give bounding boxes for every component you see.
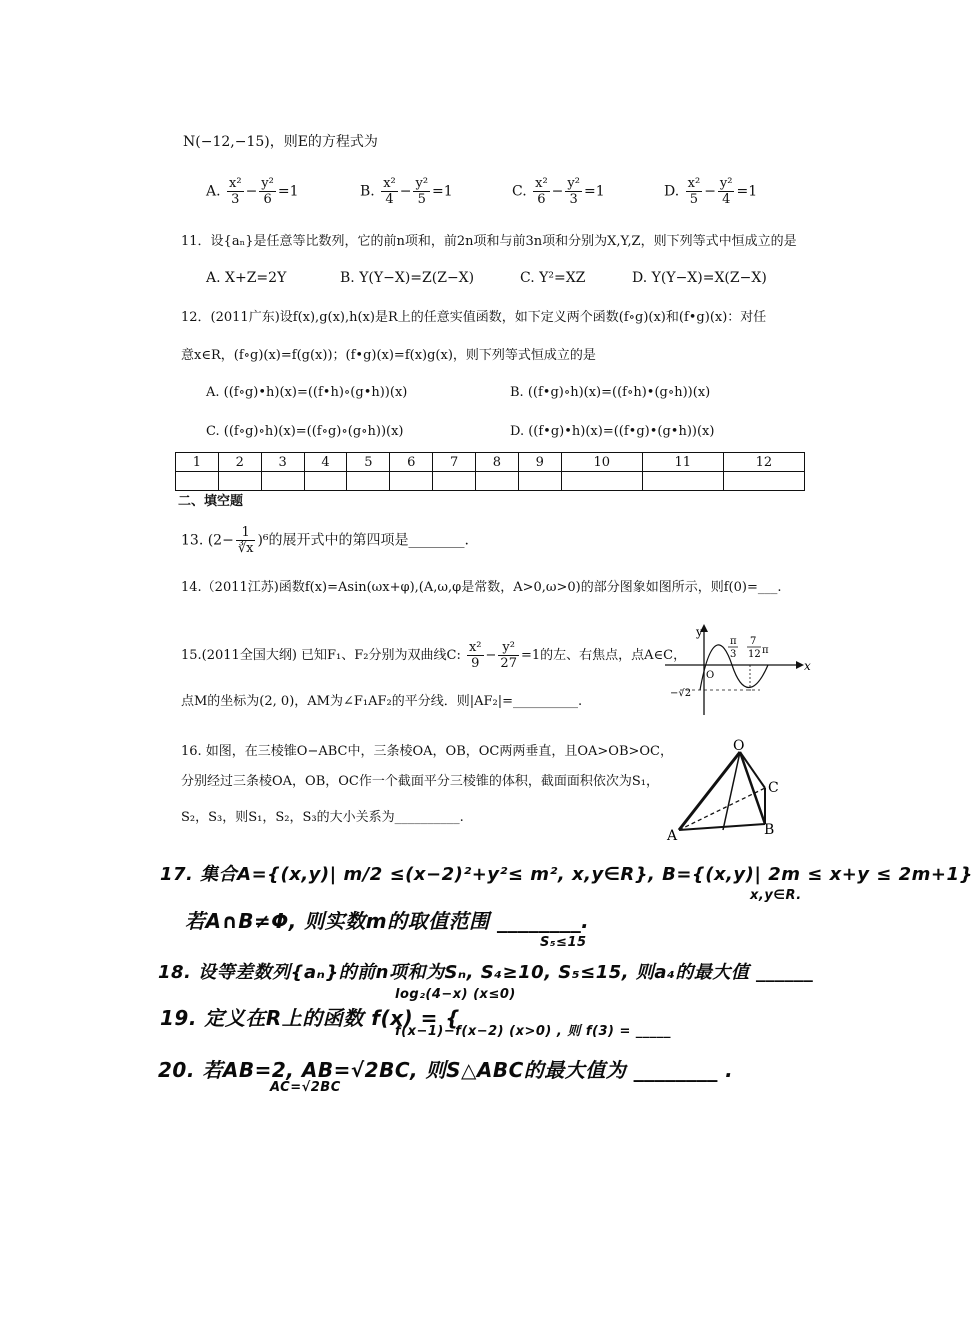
x-axis-arrow	[796, 661, 804, 669]
answer-cell[interactable]	[561, 472, 642, 491]
answer-col-10: 10	[561, 453, 642, 472]
q12-option-c: C. ((f∘g)∘h)(x)=((f∘g)∘(g∘h))(x)	[206, 424, 404, 439]
q12-option-d: D. ((f•g)•h)(x)=((f•g)•(g•h))(x)	[510, 424, 715, 439]
vertex-C-label: C	[768, 780, 779, 796]
edge-OC	[740, 752, 765, 788]
handwritten-q17-sub: x,y∈R.	[750, 888, 802, 903]
handwritten-q18-note: S₅≤15	[540, 935, 587, 950]
q16-line2: 分别经过三条棱OA，OB，OC作一个截面平分三棱锥的体积，截面面积依次为S₁，	[181, 774, 659, 789]
origin-label: O	[706, 670, 715, 681]
edge-AC-hidden	[679, 788, 765, 830]
answer-cell[interactable]	[642, 472, 723, 491]
handwritten-q20-sub: AC=√2BC	[270, 1080, 341, 1095]
q11-option-b: B. Y(Y−X)=Z(Z−X)	[340, 270, 475, 286]
answer-col-6: 6	[390, 453, 433, 472]
q12-option-a: A. ((f∘g)•h)(x)=((f•h)∘(g•h))(x)	[206, 385, 408, 400]
answer-col-2: 2	[218, 453, 261, 472]
q12-stem-line1: 12．(2011广东)设f(x),g(x),h(x)是R上的任意实值函数，如下定义两个函数(f∘g)(x)和(f•g)(x)：对任	[181, 310, 767, 325]
answer-cell[interactable]	[218, 472, 261, 491]
vertex-O-label: O	[733, 738, 745, 754]
tick-pi-denominator: 3	[730, 649, 737, 660]
handwritten-q19: 19. 定义在R上的函数 f(x) = {	[160, 1006, 461, 1030]
q15-line2: 点M的坐标为(2, 0)，AM为∠F₁AF₂的平分线．则|AF₂|=__________.	[181, 694, 583, 709]
answer-col-5: 5	[347, 453, 390, 472]
answer-col-1: 1	[176, 453, 219, 472]
answer-cell[interactable]	[723, 472, 804, 491]
tick-7-pi: π	[762, 645, 769, 656]
answer-col-9: 9	[518, 453, 561, 472]
sine-graph	[660, 620, 810, 720]
answer-col-7: 7	[433, 453, 476, 472]
x-axis-label: x	[804, 659, 811, 673]
tick-7-denominator: 12	[748, 649, 761, 660]
y-axis-label: y	[696, 625, 703, 639]
handwritten-q20: 20. 若AB=2, AB=√2BC, 则S△ABC的最大值为 ________ .	[158, 1058, 734, 1082]
vertex-A-label: A	[667, 828, 678, 844]
answer-cell[interactable]	[176, 472, 219, 491]
min-value-label: −√2	[670, 688, 692, 699]
handwritten-q17-line1: 17. 集合A={(x,y)| m/2 ≤(x−2)²+y²≤ m², x,y∈R}, B={(x,y)| 2m ≤ x+y ≤ 2m+1}	[160, 864, 973, 885]
edge-AB	[679, 824, 765, 830]
handwritten-q18: 18. 设等差数列{aₙ}的前n项和为Sₙ, S₄≥10, S₅≤15, 则a₄的最大值 ______	[158, 962, 814, 983]
answer-cell[interactable]	[347, 472, 390, 491]
answer-col-3: 3	[261, 453, 304, 472]
q11-option-d: D. Y(Y−X)=X(Z−X)	[632, 270, 767, 286]
answer-col-11: 11	[642, 453, 723, 472]
q10-option-c: C. $\frac{\text{x²}}{6}$ − $\frac{\text{y²}}{3}$ =1	[512, 176, 605, 207]
answer-cell[interactable]	[390, 472, 433, 491]
answer-cell[interactable]	[304, 472, 347, 491]
tick-pi-numerator: π	[730, 636, 737, 647]
q13: 13. (2− $\frac{1}{∛x}$ )⁶的展开式中的第四项是________.	[181, 525, 469, 556]
q11-option-c: C. Y²=XZ	[520, 270, 586, 286]
q10-option-b: B. $\frac{\text{x²}}{4}$ − $\frac{\text{y²}}{5}$ =1	[360, 176, 453, 207]
tick-7-numerator: 7	[750, 636, 757, 647]
q14: 14.（2011江苏)函数f(x)=Asin(ωx+φ),(A,ω,φ是常数，A>0,ω>0)的部分图象如图所示，则f(0)=___.	[181, 580, 782, 595]
q16-line1: 16. 如图，在三棱锥O−ABC中，三条棱OA，OB，OC两两垂直，且OA>OB>OC，	[181, 744, 673, 759]
answer-cell[interactable]	[476, 472, 519, 491]
tetrahedron-figure	[665, 738, 795, 850]
answer-cell[interactable]	[261, 472, 304, 491]
q16-line3: S₂，S₃，则S₁，S₂，S₃的大小关系为__________.	[181, 810, 464, 825]
q12-stem-line2: 意x∈R，(f∘g)(x)=f(g(x))；(f•g)(x)=f(x)g(x)，则下列等式恒成立的是	[181, 348, 596, 363]
q15-line1: 15.(2011全国大纲) 已知F₁、F₂分别为双曲线C: $\frac{\text{x²}}{9}$ − $\frac{\text{y²}}{27}$ =1的左、右焦点，点A∈C，	[181, 640, 687, 671]
q10-option-a: A. $\frac{\text{x²}}{3}$ − $\frac{\text{y²}}{6}$ =1	[206, 176, 299, 207]
q10-tail: N(−12,−15)，则E的方程式为	[183, 134, 378, 150]
handwritten-q19-bottom: f(x−1)−f(x−2) (x>0) , 则 f(3) = _____	[395, 1024, 671, 1039]
q11-option-a: A. X+Z=2Y	[206, 270, 287, 286]
handwritten-q19-top: log₂(4−x) (x≤0)	[395, 987, 516, 1002]
answer-col-12: 12	[723, 453, 804, 472]
vertex-B-label: B	[764, 822, 775, 838]
answer-cell[interactable]	[433, 472, 476, 491]
section-heading-fill-in: 二、填空题	[178, 494, 244, 509]
answer-table-blank-row	[176, 472, 805, 491]
answer-table-header-row	[176, 453, 805, 472]
answer-col-4: 4	[304, 453, 347, 472]
answer-col-8: 8	[476, 453, 519, 472]
q10-option-d: D. $\frac{\text{x²}}{5}$ − $\frac{\text{y²}}{4}$ =1	[664, 176, 758, 207]
answer-cell[interactable]	[518, 472, 561, 491]
edge-OB	[740, 752, 765, 824]
handwritten-q17-line2: 若A∩B≠Φ, 则实数m的取值范围 ________.	[185, 909, 590, 933]
answer-table	[175, 452, 805, 491]
q12-option-b: B. ((f•g)∘h)(x)=((f∘h)•(g∘h))(x)	[510, 385, 711, 400]
q11-stem: 11．设{aₙ}是任意等比数列，它的前n项和，前2n项和与前3n项和分别为X,Y,Z，则下列等式中恒成立的是	[181, 234, 797, 249]
